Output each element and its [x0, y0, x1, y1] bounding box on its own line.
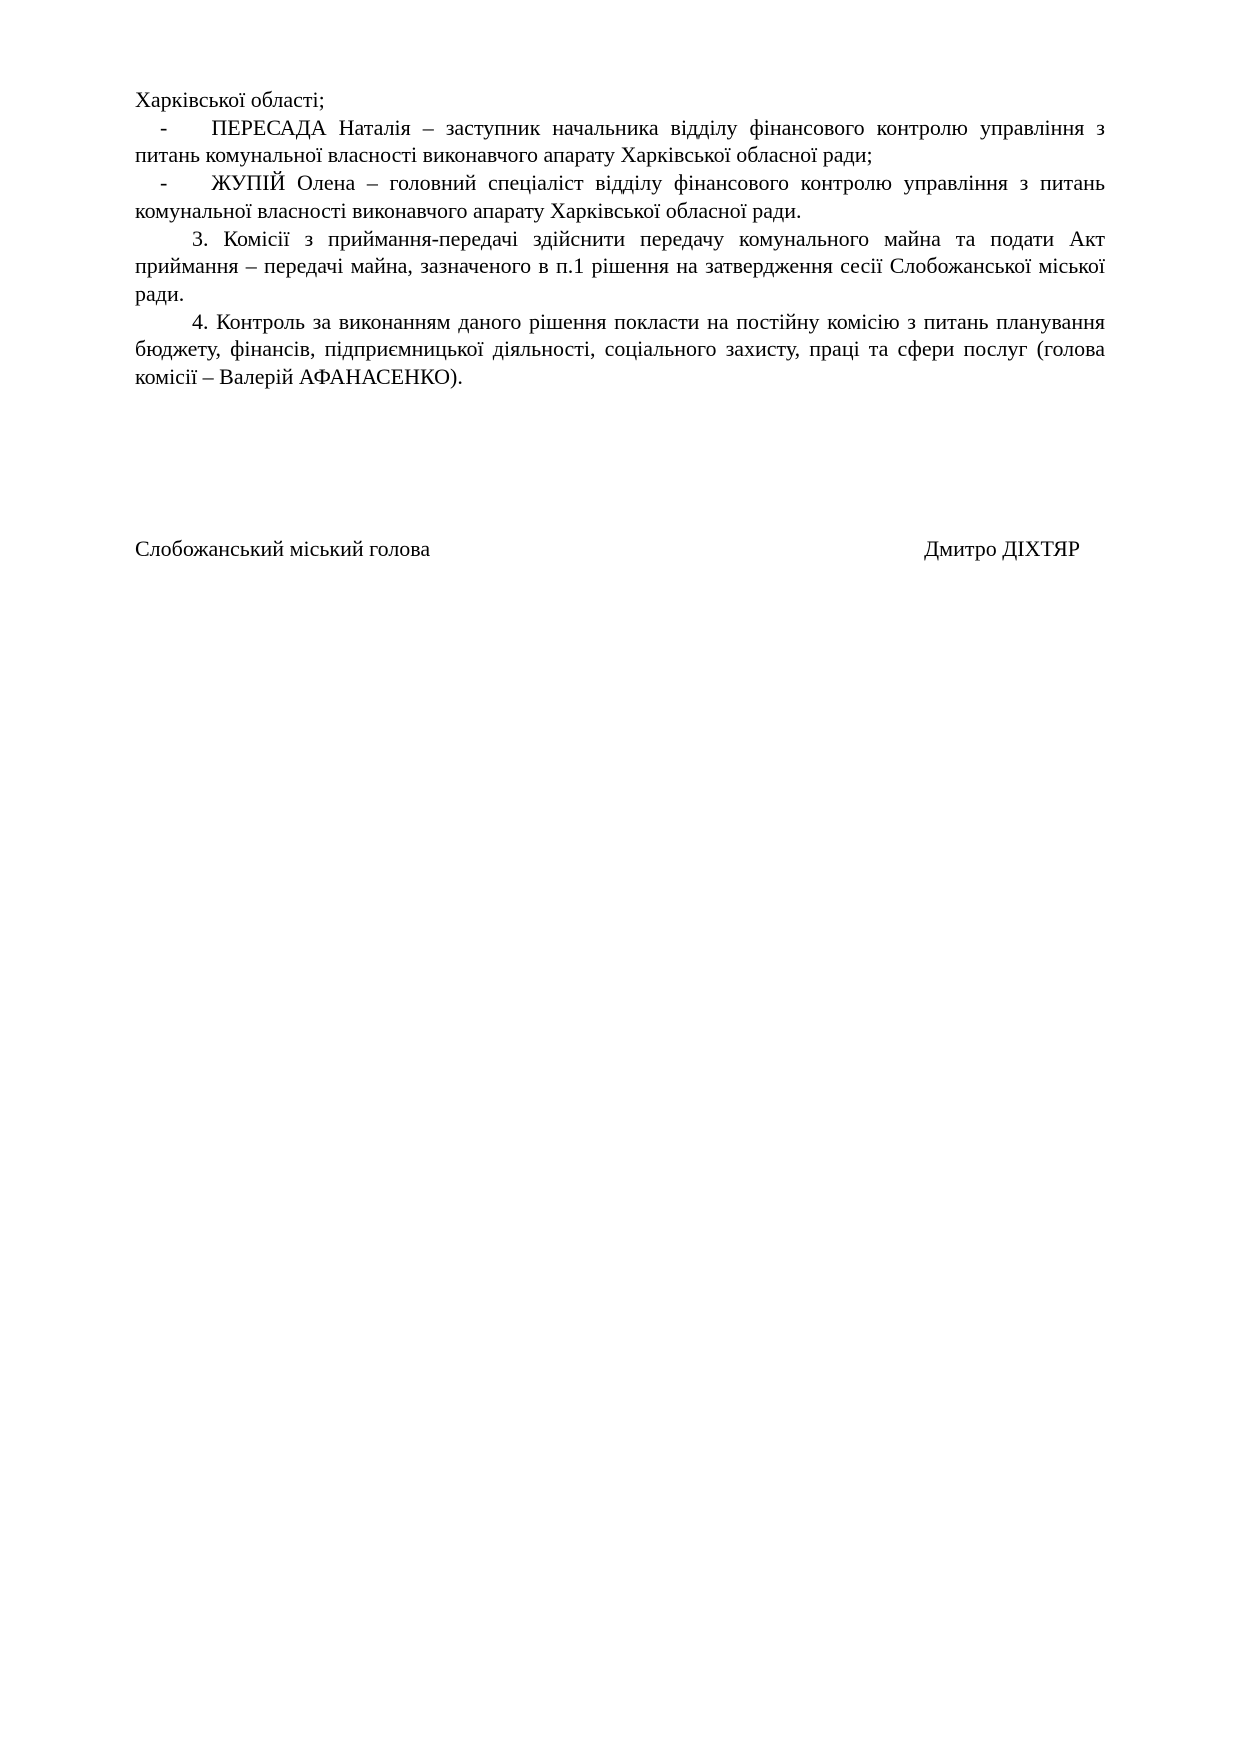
signature-row: [135, 535, 1105, 563]
bullet-dash-marker: -: [160, 114, 168, 140]
document-body: [135, 86, 1105, 562]
continuation-line: Харківської області;: [135, 87, 325, 112]
paragraph-3: 3. Комісії з приймання-передачі здійснити передачу комунального майна та подати Акт приймання – передачі майна, зазначеного в п.1 рішення на затвердження сесії Слобожанської міської ради.: [135, 225, 1105, 306]
bullet-item-text: ПЕРЕСАДА Наталія – заступник начальника відділу фінансового контролю управління з питань комунальної власності виконавчого апарату Харківської обласної ради;: [135, 114, 1105, 168]
signature-name: Дмитро ДІХТЯР: [924, 535, 1080, 561]
bullet-item-peresada: [135, 114, 1105, 169]
signature-title: Слобожанський міський голова: [135, 535, 431, 561]
bullet-item-text: ЖУПІЙ Олена – головний спеціаліст відділу фінансового контролю управління з питань комунальної власності виконавчого апарату Харківської обласної ради.: [135, 170, 1105, 223]
bullet-item-zhupii: [135, 169, 1105, 224]
bullet-dash-marker: -: [160, 170, 168, 196]
paragraph-4: 4. Контроль за виконанням даного рішення покласти на постійну комісію з питань планування бюджету, фінансів, підприємницької діяльності, соціального захисту, праці та сфери послуг (голова комісії – Валерій АФАНАСЕНКО).: [135, 308, 1105, 390]
